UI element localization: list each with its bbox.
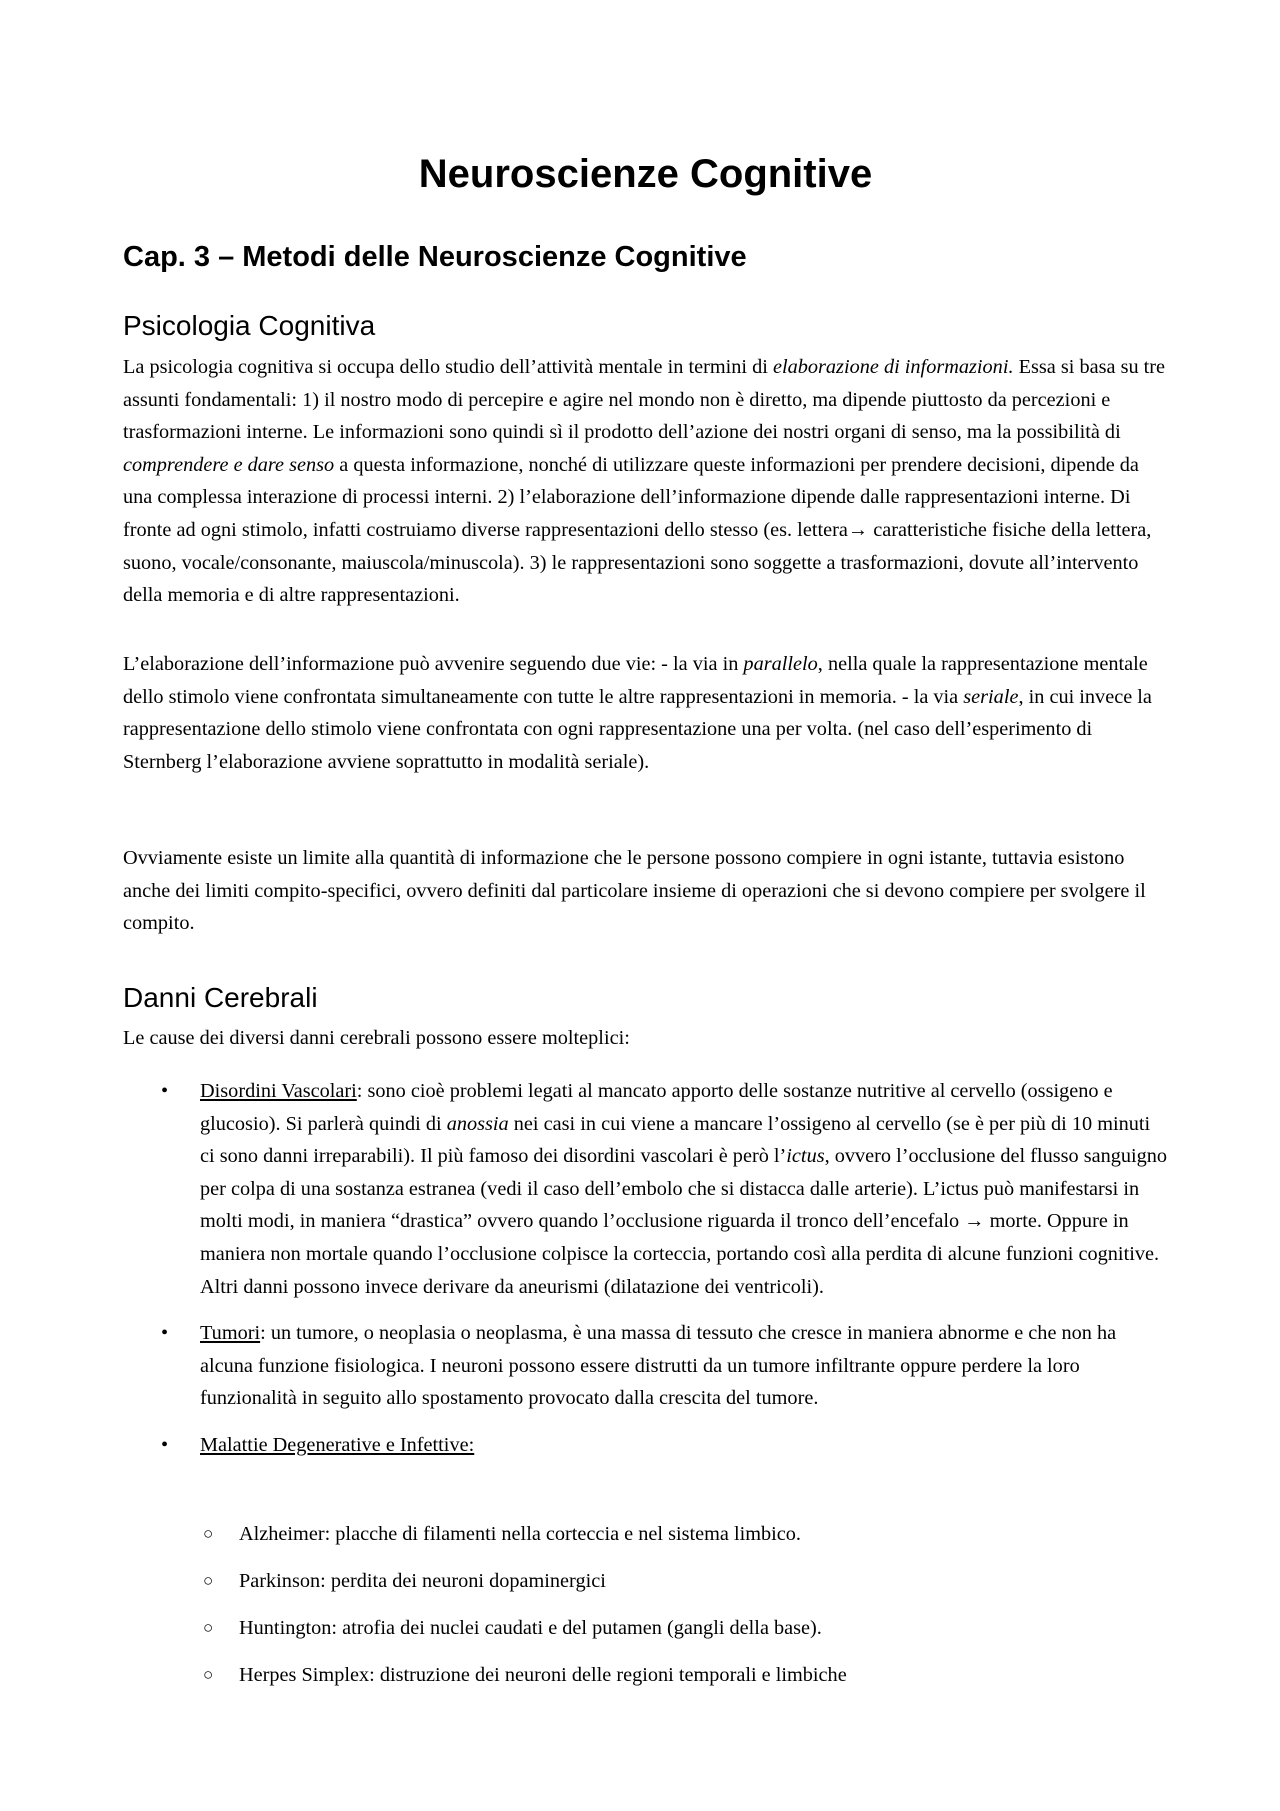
circle-bullet-icon: ○ bbox=[203, 1665, 214, 1684]
paragraph-danni-intro: Le cause dei diversi danni cerebrali possono essere molteplici: bbox=[123, 1027, 630, 1049]
section-heading-danni: Danni Cerebrali bbox=[123, 982, 318, 1013]
document-content bbox=[123, 142, 1168, 1686]
paragraph-psicologia-1: La psicologia cognitiva si occupa dello studio dell’attività mentale in termini di elaborazione di informazioni. Essa si basa su tre assunti fondamentali: 1) il nostro modo di percepire e agire nel mondo non è diretto, ma dipende piuttosto da percezioni e trasformazioni interne. Le informazioni sono quindi sì il prodotto dell’azione dei nostri organi di senso, ma la possibilità di comprendere e dare senso a questa informazione, nonché di utilizzare queste informazioni per prendere decisioni, dipende da una complessa interazione di processi interni. 2) l’elaborazione dell’informazione dipende dalle rappresentazioni interne. Di fronte ad ogni stimolo, infatti costruiamo diverse rappresentazioni dello stesso (es. lettera→ caratteristiche fisiche della lettera, suono, vocale/consonante, maiuscola/minuscola). 3) le rappresentazioni sono soggette a trasformazioni, dovute all’intervento della memoria e di altre rappresentazioni. bbox=[123, 356, 1166, 607]
list-item: • Malattie Degenerative e Infettive: bbox=[123, 1429, 1168, 1462]
bullet-icon: • bbox=[161, 1080, 169, 1102]
document-title: Neuroscienze Cognitive bbox=[418, 152, 873, 196]
paragraph-psicologia-2: L’elaborazione dell’informazione può avvenire seguendo due vie: - la via in parallelo, nella quale la rappresentazione mentale dello stimolo viene confrontata simultaneamente con tutte le altre rappresentazioni in memoria. - la via seriale, in cui invece la rappresentazione dello stimolo viene confrontata con ogni rappresentazione una per volta. (nel caso dell’esperimento di Sternberg l’elaborazione avviene soprattutto in modalità seriale). bbox=[123, 653, 1152, 773]
bullet-list-danni bbox=[123, 1075, 1168, 1462]
section-heading-psicologia: Psicologia Cognitiva bbox=[123, 310, 376, 341]
list-item: • Disordini Vascolari: sono cioè problemi legati al mancato apporto delle sostanze nutritive al cervello (ossigeno e glucosio). Si parlerà quindi di anossia nei casi in cui viene a mancare l’ossigeno al cervello (se è per più di 10 minuti ci sono danni irreparabili). Il più famoso dei disordini vascolari è però l’ictus, ovvero l’occlusione del flusso sanguigno per colpa di una sostanza estranea (vedi il caso dell’embolo che si distacca dalle arterie). L’ictus può manifestarsi in molti modi, in maniera “drastica” ovvero quando l’occlusione riguarda il tronco dell’encefalo → morte. Oppure in maniera non mortale quando l’occlusione colpisce la corteccia, portando così alla perdita di alcune funzioni cognitive. Altri danni possono invece derivare da aneurismi (dilatazione dei ventricoli). bbox=[123, 1075, 1168, 1303]
paragraph-psicologia-3: Ovviamente esiste un limite alla quantità di informazione che le persone possono compiere in ogni istante, tuttavia esistono anche dei limiti compito-specifici, ovvero definiti dal particolare insieme di operazioni che si devono compiere per svolgere il compito. bbox=[123, 847, 1146, 935]
bullet-icon: • bbox=[161, 1322, 169, 1345]
circle-bullet-icon: ○ bbox=[203, 1571, 214, 1590]
list-item: • Tumori: un tumore, o neoplasia o neoplasma, è una massa di tessuto che cresce in maniera abnorme e che non ha alcuna funzione fisiologica. I neuroni possono essere distrutti da un tumore infiltrante oppure perdere la loro funzionalità in seguito allo spostamento provocato dalla crescita del tumore. bbox=[123, 1317, 1168, 1415]
bullet-icon: • bbox=[161, 1433, 169, 1456]
list-item: ○ Huntington: atrofia dei nuclei caudati e del putamen (gangli della base). bbox=[123, 1612, 1168, 1659]
sub-list-malattie bbox=[123, 1518, 1168, 1706]
chapter-heading: Cap. 3 – Metodi delle Neuroscienze Cognitive bbox=[123, 241, 747, 273]
list-item: ○ Parkinson: perdita dei neuroni dopaminergici bbox=[123, 1565, 1168, 1612]
circle-bullet-icon: ○ bbox=[203, 1524, 214, 1543]
list-item: ○ Alzheimer: placche di filamenti nella corteccia e nel sistema limbico. bbox=[123, 1518, 1168, 1565]
circle-bullet-icon: ○ bbox=[203, 1618, 214, 1637]
list-item: ○ Herpes Simplex: distruzione dei neuroni delle regioni temporali e limbiche bbox=[123, 1659, 1168, 1706]
